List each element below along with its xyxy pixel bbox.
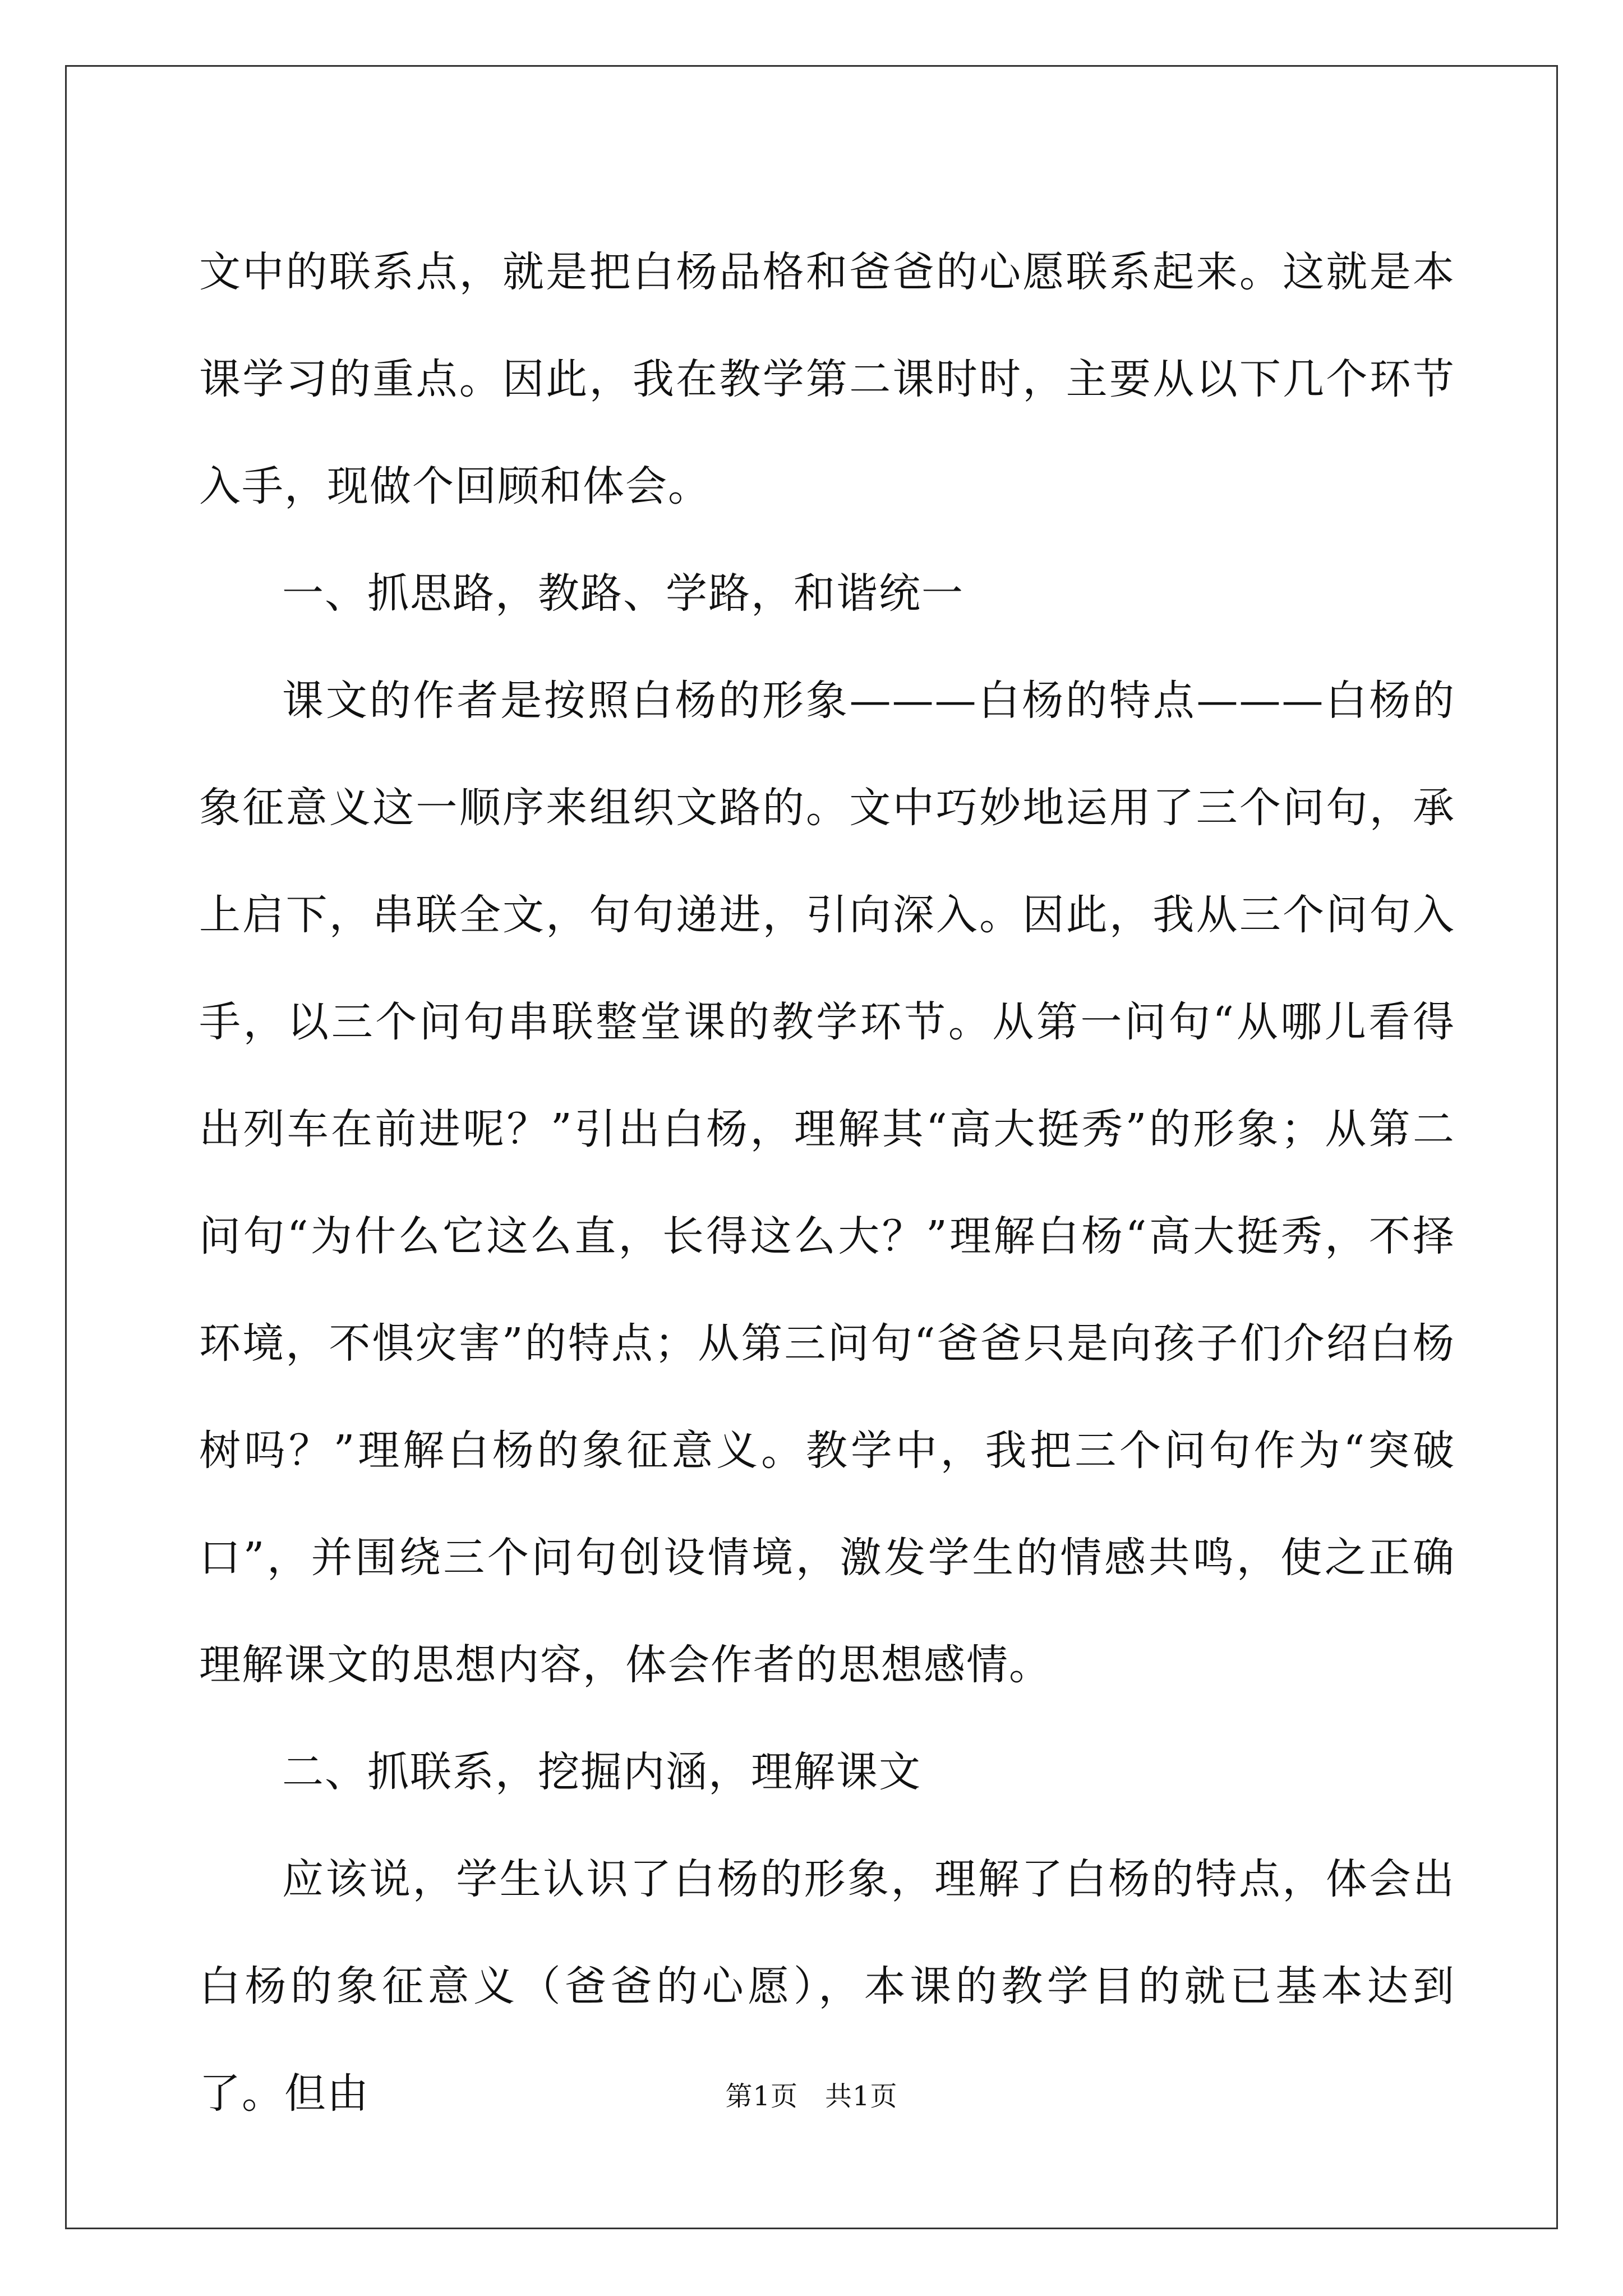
paragraph-continuation: 文中的联系点，就是把白杨品格和爸爸的心愿联系起来。这就是本课学习的重点。因此，我在教学第二课时时，主要从以下几个环节入手，现做个回顾和体会。 (199, 248, 1455, 510)
paragraph-section-one: 课文的作者是按照白杨的形象———白杨的特点———白杨的象征意义这一顺序来组织文路的。文中巧妙地运用了三个问句，承上启下，串联全文，句句递进，引向深入。因此，我从三个问句入手，以三个问句串联整堂课的教学环节。从第一问句“从哪儿看得出列车在前进呢？”引出白杨，理解其“高大挺秀”的形象；从第二问句“为什么它这么直，长得这么大？”理解白杨“高大挺秀，不择环境，不惧灾害”的特点；从第三问句“爸爸只是向孩子们介绍白杨树吗？”理解白杨的象征意义。教学中，我把三个问句作为“突破口”，并围绕三个问句创设情境，激发学生的情感共鸣，使之正确理解课文的思想内容，体会作者的思想感情。 (199, 677, 1455, 1689)
page-footer (0, 2074, 1623, 2113)
section-heading-two: 二、抓联系，挖掘内涵，理解课文 (282, 1748, 921, 1796)
section-heading-one: 一、抓思路，教路、学路，和谐统一 (282, 569, 964, 618)
document-body (199, 219, 1455, 2147)
page-number: 第1页 (725, 2081, 798, 2112)
page-total: 共1页 (825, 2081, 898, 2112)
paragraph-section-two: 应该说，学生认识了白杨的形象，理解了白杨的特点，体会出白杨的象征意义（爸爸的心愿），本课的教学目的就已基本达到了。但由 (199, 1855, 1455, 2118)
